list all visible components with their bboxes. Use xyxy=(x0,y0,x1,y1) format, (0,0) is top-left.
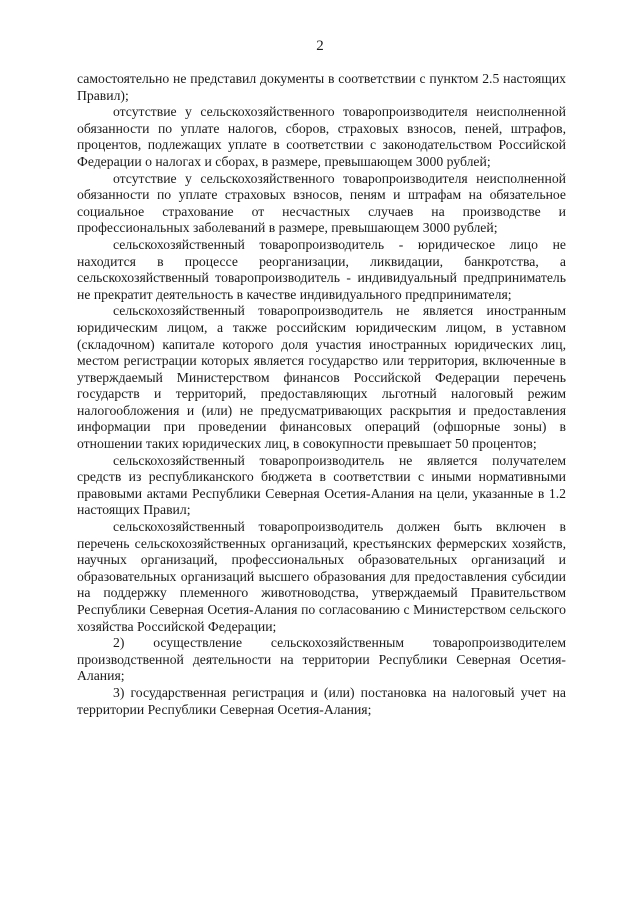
paragraph-6: сельскохозяйственный товаропроизводитель не является получателем средств из республиканского бюджета в соответствии с иными нормативными правовыми актами Республики Северная Осетия-Алания на цели, указанные в 1.2 настоящих Правил; xyxy=(77,452,566,518)
paragraph-8: 2) осуществление сельскохозяйственным товаропроизводителем производственной деятельности на территории Республики Северная Осетия-Алания; xyxy=(77,635,566,684)
paragraph-4: сельскохозяйственный товаропроизводитель - юридическое лицо не находится в процессе реорганизации, ликвидации, банкротства, а сельскохозяйственный товаропроизводитель - индивидуальный предприниматель не прекратит деятельность в качестве индивидуального предпринимателя; xyxy=(77,236,566,302)
paragraph-3: отсутствие у сельскохозяйственного товаропроизводителя неисполненной обязанности по уплате страховых взносов, пеням и штрафам на обязательное социальное страхование от несчастных случаев на производстве и профессиональных заболеваний в размере, превышающем 3000 рублей; xyxy=(77,170,566,236)
page-number: 2 xyxy=(316,38,324,54)
paragraph-9: 3) государственная регистрация и (или) постановка на налоговый учет на территории Республики Северная Осетия-Алания; xyxy=(77,684,566,717)
paragraph-1: самостоятельно не представил документы в соответствии с пунктом 2.5 настоящих Правил); xyxy=(77,71,566,103)
paragraph-7: сельскохозяйственный товаропроизводитель должен быть включен в перечень сельскохозяйственных организаций, крестьянских фермерских хозяйств, научных организаций, профессиональных образовательных организаций и образовательных организаций высшего образования для предоставления субсидии на поддержку племенного животноводства, утверждаемый Правительством Республики Северная Осетия-Алания по согласованию с Министерством сельского хозяйства Российской Федерации; xyxy=(77,519,566,634)
paragraph-5: сельскохозяйственный товаропроизводитель не является иностранным юридическим лицом, а также российским юридическим лицом, в уставном (складочном) капитале которого доля участия иностранных юридических лиц, местом регистрации которых является государство или территория, включенные в утверждаемый Министерством финансов Российской Федерации перечень государств и территорий, предоставляющих льготный налоговый режим налогообложения и (или) не предусматривающих раскрытия и предоставления информации при проведении финансовых операций (офшорные зоны) в отношении таких юридических лиц, в совокупности превышает 50 процентов; xyxy=(77,303,566,452)
paragraph-2: отсутствие у сельскохозяйственного товаропроизводителя неисполненной обязанности по уплате налогов, сборов, страховых взносов, пеней, штрафов, процентов, подлежащих уплате в соответствии с законодательством Российской Федерации о налогах и сборах, в размере, превышающем 3000 рублей; xyxy=(77,104,566,169)
body-text xyxy=(77,71,566,718)
